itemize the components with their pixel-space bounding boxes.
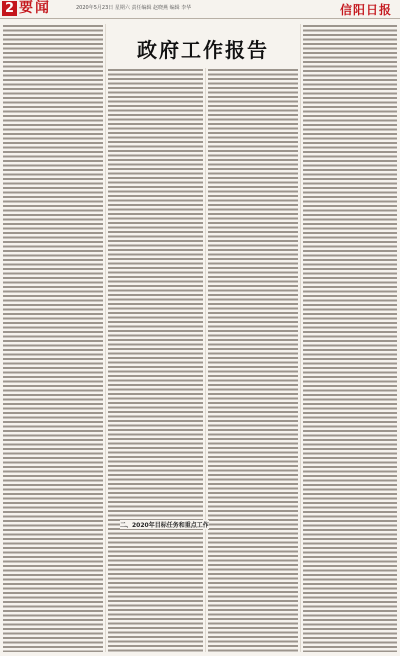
article-title: 政府工作报告 bbox=[137, 38, 269, 62]
text-column-3 bbox=[208, 68, 298, 652]
column-divider bbox=[300, 24, 301, 652]
column-divider bbox=[105, 24, 106, 652]
page-number: 2 bbox=[2, 1, 17, 16]
newspaper-logo: 信阳日报 bbox=[339, 3, 392, 17]
text-column-1 bbox=[3, 24, 103, 652]
column-divider bbox=[205, 68, 206, 652]
section-heading: 二、2020年目标任务和重点工作 bbox=[120, 522, 209, 529]
dateline: 2020年5月23日 星期六 责任编辑 赵晓燕 编辑 李华 bbox=[76, 5, 192, 11]
text-column-4 bbox=[303, 24, 397, 652]
page-header bbox=[0, 0, 400, 19]
text-column-2 bbox=[108, 68, 203, 652]
section-title: 要闻 bbox=[19, 0, 51, 16]
